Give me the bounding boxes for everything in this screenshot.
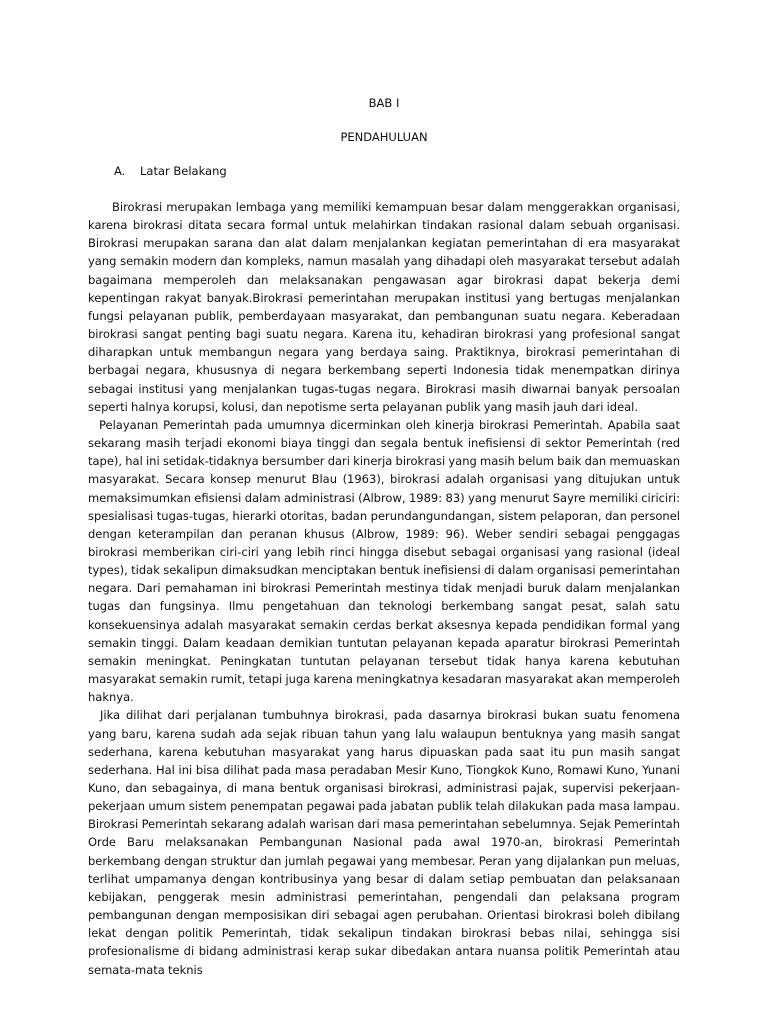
section-heading <box>88 162 680 180</box>
paragraph-3: Jika dilihat dari perjalanan tumbuhnya birokrasi, pada dasarnya birokrasi bukan suatu fenomena yang baru, karena sudah ada sejak ribuan tahun yang lalu walaupun bentuknya yang masih sangat sederhana, karena kebutuhan masyarakat yang harus dipuaskan pada saat itu pun masih sangat sederhana. Hal ini bisa dilihat pada masa peradaban Mesir Kuno, Tiongkok Kuno, Romawi Kuno, Yunani Kuno, dan sebagainya, di mana bentuk organisasi birokrasi, administrasi pajak, supervisi pekerjaan-pekerjaan umum sistem penempatan pegawai pada jabatan publik telah dilakukan pada masa lampau. Birokrasi Pemerintah sekarang adalah warisan dari masa pemerintahan sebelumnya. Sejak Pemerintah Orde Baru melaksanakan Pembangunan Nasional pada awal 1970-an, birokrasi Pemerintah berkembang dengan struktur dan jumlah pegawai yang membesar. Peran yang dijalankan pun meluas, terlihat umpamanya dengan kontribusinya yang besar di dalam setiap pembuatan dan pelaksanaan kebijakan, penggerak mesin administrasi pemerintahan, pengendali dan pelaksana program pembangunan dengan memposisikan diri sebagai agen perubahan. Orientasi birokrasi boleh dibilang lekat dengan politik Pemerintah, tidak sekalipun tindakan birokrasi bebas nilai, sehingga sisi profesionalisme di bidang administrasi kerap sukar dibedakan antara nuansa politik Pemerintah atau semata-mata teknis <box>88 708 680 977</box>
paragraph-1: Birokrasi merupakan lembaga yang memiliki kemampuan besar dalam menggerakkan organisasi, karena birokrasi ditata secara formal untuk melahirkan tindakan rasional dalam sebuah organisasi. Birokrasi merupakan sarana dan alat dalam menjalankan kegiatan pemerintahan di era masyarakat yang semakin modern dan kompleks, namun masalah yang dihadapi oleh masyarakat tersebut adalah bagaimana memperoleh dan melaksanakan pengawasan agar birokrasi dapat bekerja demi kepentingan rakyat banyak.Birokrasi pemerintahan merupakan institusi yang bertugas menjalankan fungsi pelayanan publik, pemberdayaan masyarakat, dan pembangunan suatu negara. Keberadaan birokrasi sangat penting bagi suatu negara. Karena itu, kehadiran birokrasi yang profesional sangat diharapkan untuk membangun negara yang berdaya saing. Praktiknya, birokrasi pemerintahan di berbagai negara, khususnya di negara berkembang seperti Indonesia tidak menempatkan dirinya sebagai institusi yang menjalankan tugas-tugas negara. Birokrasi masih diwarnai banyak persoalan seperti halnya korupsi, kolusi, dan nepotisme serta pelayanan publik yang masih jauh dari ideal. <box>88 200 680 414</box>
section-marker: A. <box>114 164 126 178</box>
chapter-number: BAB I <box>368 96 400 110</box>
chapter-title: PENDAHULUAN <box>340 130 428 144</box>
section-title: Latar Belakang <box>140 164 227 178</box>
document-page <box>88 94 680 979</box>
paragraph-2: Pelayanan Pemerintah pada umumnya dicerminkan oleh kinerja birokrasi Pemerintah. Apabila saat sekarang masih terjadi ekonomi biaya tinggi dan segala bentuk inefisiensi di sektor Pemerintah (red tape), hal ini setidak-tidaknya bersumber dari kinerja birokrasi yang masih belum baik dan memuaskan masyarakat. Secara konsep menurut Blau (1963), birokrasi adalah organisasi yang ditujukan untuk memaksimumkan efisiensi dalam administrasi (Albrow, 1989: 83) yang menurut Sayre memiliki ciriciri: spesialisasi tugas-tugas, hierarki otoritas, badan perundangundangan, sistem pelaporan, dan personel dengan keterampilan dan peranan khusus (Albrow, 1989: 96). Weber sendiri sebagai penggagas birokrasi memberikan ciri-ciri yang lebih rinci hingga disebut sebagai organisasi yang rasional (ideal types), tidak sekalipun dimaksudkan menciptakan bentuk inefisiensi di dalam organisasi pemerintahan negara. Dari pemahaman ini birokrasi Pemerintah mestinya tidak menjadi buruk dalam menjalankan tugas dan fungsinya. Ilmu pengetahuan dan teknologi berkembang sangat pesat, salah satu konsekuensinya adalah masyarakat semakin cerdas berkat aksesnya kepada pendidikan formal yang semakin tinggi. Dalam keadaan demikian tuntutan pelayanan kepada aparatur birokrasi Pemerintah semakin meningkat. Peningkatan tuntutan pelayanan tersebut tidak hanya karena kebutuhan masyarakat semakin rumit, tetapi juga karena meningkatnya kesadaran masyarakat akan memperoleh haknya. <box>88 417 680 705</box>
